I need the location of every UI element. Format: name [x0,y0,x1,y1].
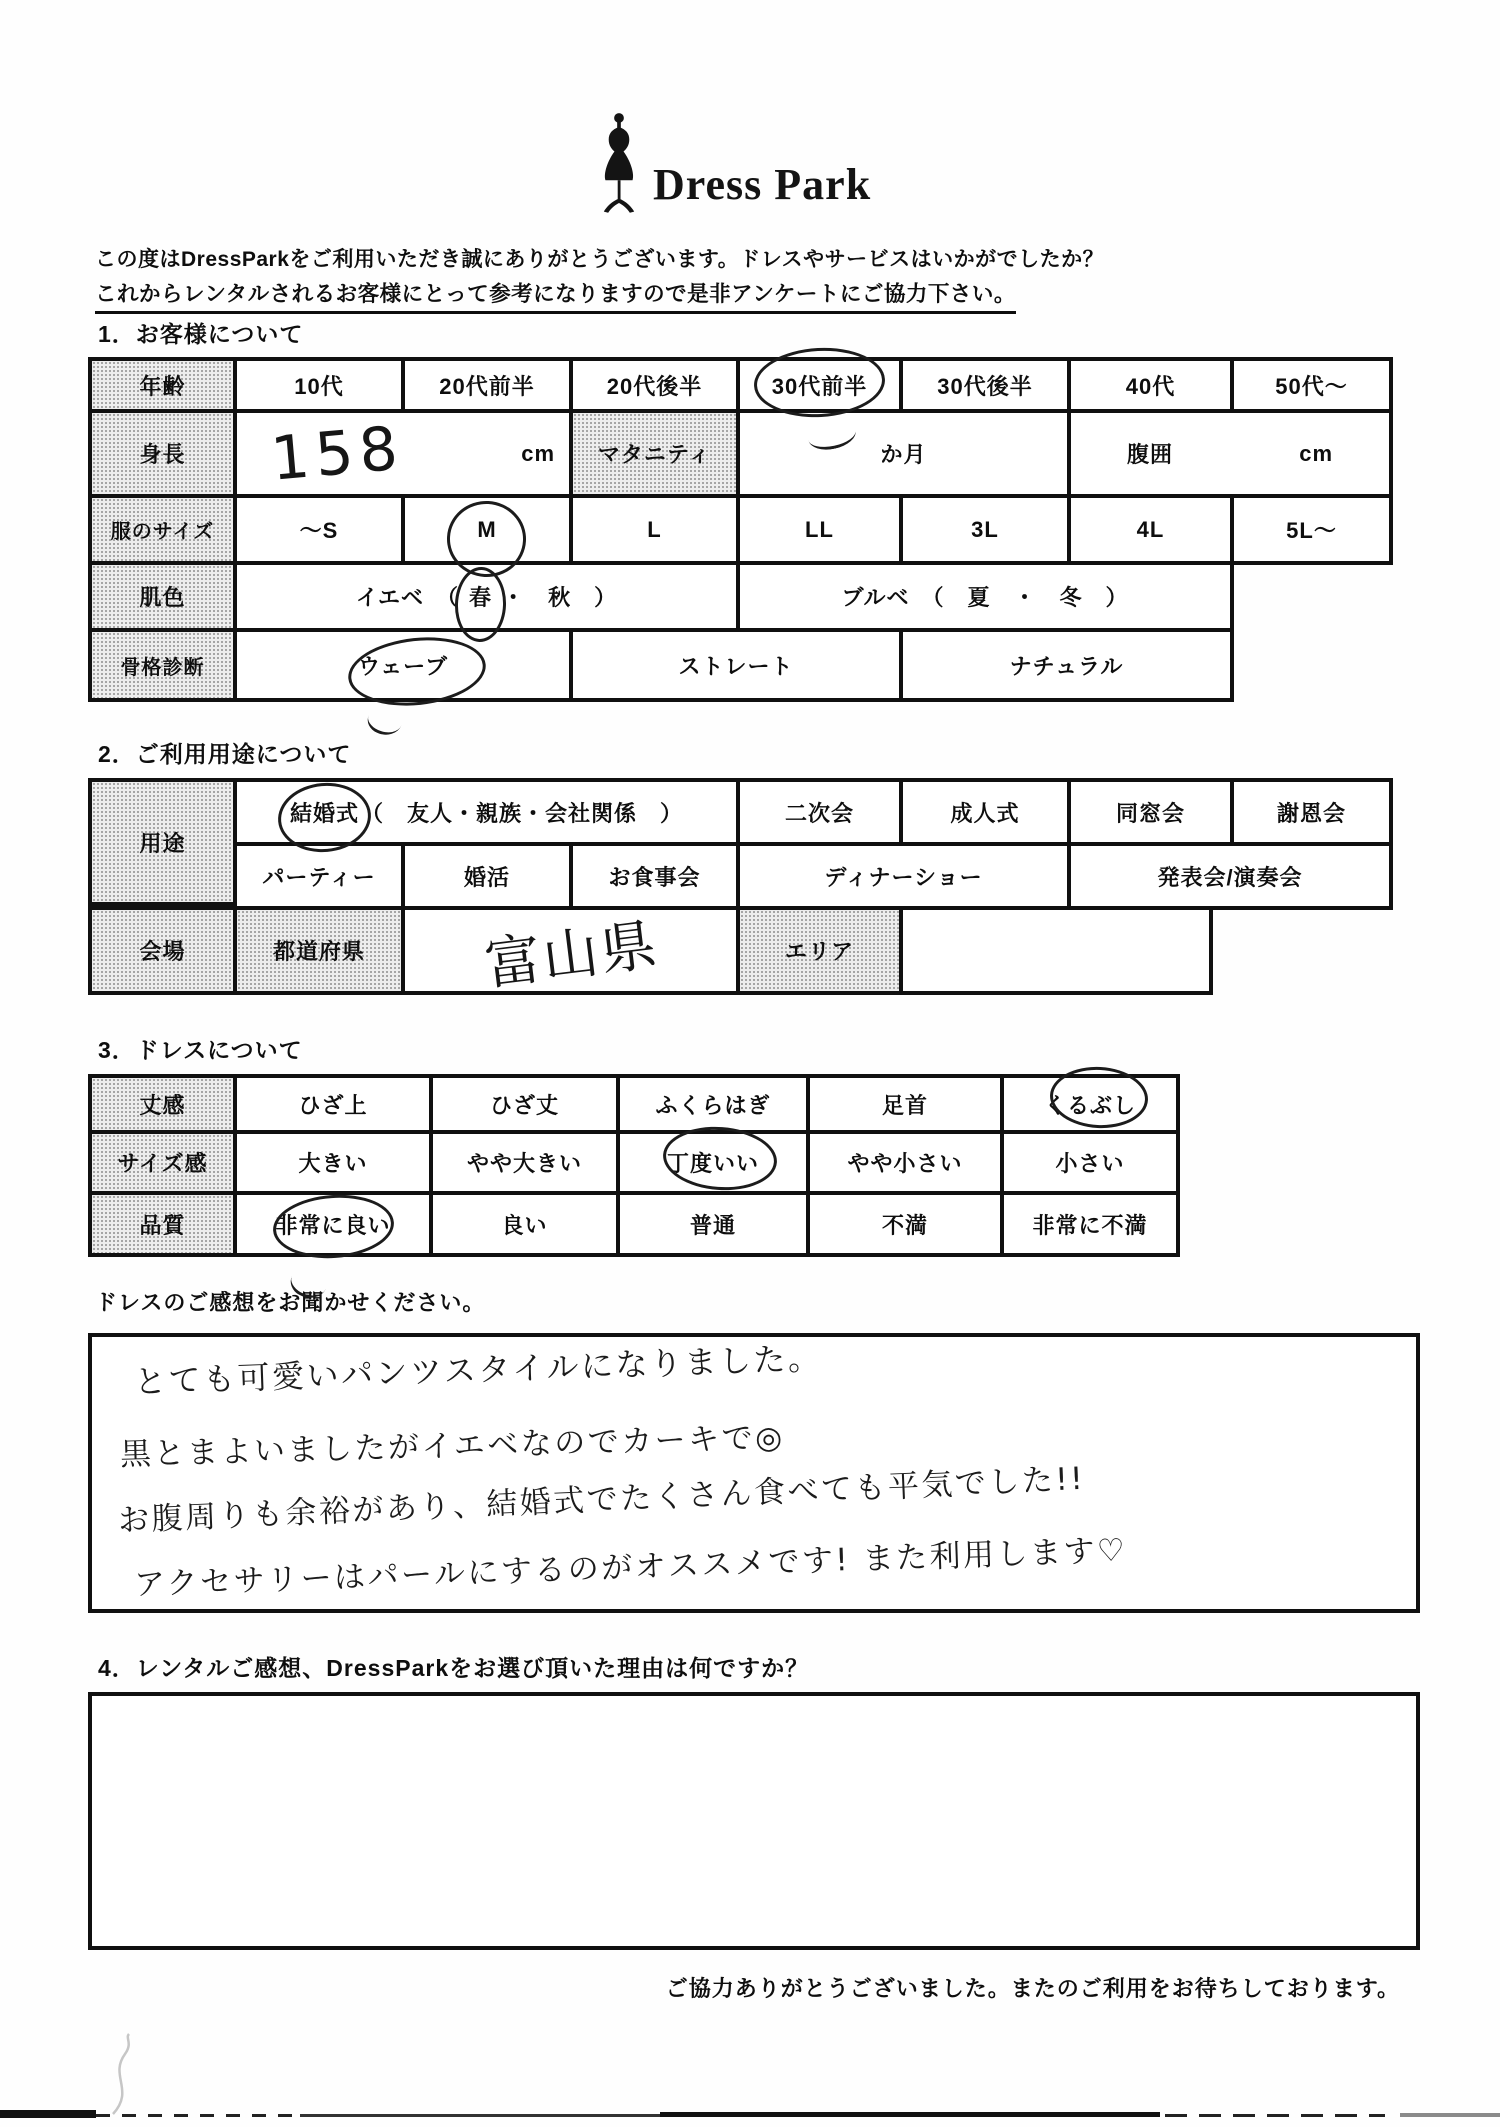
length-row [88,1074,1180,1134]
comments-box [88,1333,1420,1613]
size-option-m: M [401,494,573,565]
size-option-l: L [569,494,740,565]
age-option-10s: 10代 [233,357,405,413]
waist-cell [1067,409,1393,498]
intro-line2: これからレンタルされるお客様にとって参考になりますので是非アンケートにご協力下さい。 [95,277,1016,314]
footer-thanks: ご協力ありがとうございました。またのご利用をお待ちしております。 [665,1976,1400,2001]
venue-row [88,906,1393,998]
length-label-cell: 丈感 [88,1074,237,1134]
section2-title: 2．ご利用用途について [98,741,352,767]
age-option-late30s: 30代後半 [899,357,1071,413]
quality-option-good: 良い [429,1191,620,1257]
usage-label-cell: 用途 [88,778,237,906]
comment-line: お腹周りも余裕があり、結婚式でたくさん食べても平気でした!! [117,1460,1086,1539]
frame-option-straight: ストレート [569,628,903,702]
section3-title: 3．ドレスについて [98,1037,303,1063]
maternity-months-cell: か月 [736,409,1071,498]
age-option-early30s: 30代前半 [736,357,903,413]
dress-table [88,1074,1180,1257]
age-row [88,357,1393,413]
usage-option-dinnershow: ディナーショー [736,842,1071,910]
age-option-late20s: 20代後半 [569,357,740,413]
frame-option-natural: ナチュラル [899,628,1234,702]
usage-option-dousoukai: 同窓会 [1067,778,1234,846]
size-option-3l: 3L [899,494,1071,565]
usage-option-oshokujikai: お食事会 [569,842,740,910]
intro-line2-wrap [95,277,1016,314]
quality-option-normal: 普通 [616,1191,810,1257]
age-label-cell: 年齢 [88,357,237,413]
frame-option-wave: ウェーブ [233,628,573,702]
intro-line1: この度はDressParkをご利用いただき誠にありがとうございます。ドレスやサービスはいかがでしたか？ [95,248,1105,271]
rental-reason-box [88,1692,1420,1950]
comments-prompt: ドレスのご感想をお聞かせください。 [95,1290,486,1315]
usage-option-happyoukai: 発表会/演奏会 [1067,842,1393,910]
skin-option-blue: ブルベ （ 夏 ・ 冬 ） [736,561,1234,632]
usage-option-konkatsu: 婚活 [401,842,573,910]
waist-unit: cm [1299,440,1333,466]
scanline-artifact [660,2112,1160,2117]
usage-row1 [233,778,1393,846]
height-row [88,409,1393,498]
comment-line: 黒とまよいましたがイエベなのでカーキで◎ [119,1419,786,1473]
scan-squiggle-artifact [95,2032,185,2123]
usage-option-wedding: 結婚式 （ 友人・親族・会社関係 ） [233,778,740,846]
venue-label-cell: 会場 [88,906,237,995]
size-option-4l: 4L [1067,494,1234,565]
maternity-label-cell: マタニティ [569,409,740,498]
skin-row [88,561,1393,632]
quality-option-verybad: 非常に不満 [1000,1191,1180,1257]
comment-line: とても可愛いパンツスタイルになりました。 [133,1338,824,1401]
usage-option-party: パーティー [233,842,405,910]
age-option-40s: 40代 [1067,357,1234,413]
age-option-early20s: 20代前半 [401,357,573,413]
usage-option-nijikai: 二次会 [736,778,903,846]
usage-row2 [233,842,1393,910]
fit-row [88,1130,1180,1195]
logo [597,112,871,221]
size-row [88,494,1393,565]
height-unit: cm [521,440,555,466]
circle-tail [364,700,407,740]
frame-row [88,628,1393,702]
length-option-hizaue: ひざ上 [233,1074,433,1134]
fit-option-yayaookii: やや大きい [429,1130,620,1195]
skin-label-cell: 肌色 [88,561,237,632]
fit-option-yayachiisai: やや小さい [806,1130,1004,1195]
quality-row [88,1191,1180,1257]
logo-text: Dress Park [653,160,872,209]
scanline-artifact [1165,2114,1385,2117]
fit-option-ookii: 大きい [233,1130,433,1195]
height-label-cell: 身長 [88,409,237,498]
frame-label-cell: 骨格診断 [88,628,237,702]
age-option-50s: 50代～ [1230,357,1393,413]
quality-option-verygood: 非常に良い [233,1191,433,1257]
customer-table [88,357,1393,702]
comment-line: アクセサリーはパールにするのがオススメです! また利用します♡ [133,1532,1128,1603]
fit-label-cell: サイズ感 [88,1130,237,1195]
length-option-kurubushi: くるぶし [1000,1074,1180,1134]
quality-label-cell: 品質 [88,1191,237,1257]
prefecture-label-cell: 都道府県 [233,906,405,995]
section1-title: 1．お客様について [98,321,304,347]
scanline-artifact [1400,2113,1500,2117]
dress-form-icon [597,112,641,221]
area-label-cell: エリア [736,906,903,995]
prefecture-value-cell [401,906,740,998]
length-option-ashikubi: 足首 [806,1074,1004,1134]
scanline-artifact [0,2110,96,2118]
skin-option-yellow: イエベ （ 春 ・ 秋 ） [233,561,740,632]
height-value-cell [233,409,573,498]
area-value-cell [899,906,1213,995]
waist-label: 腹囲 [1127,442,1174,467]
size-option-5l: 5L～ [1230,494,1393,565]
height-handwritten-value: 158 [268,412,407,495]
quality-option-bad: 不満 [806,1191,1004,1257]
section4-title: 4．レンタルご感想、DressParkをお選び頂いた理由は何ですか？ [98,1655,810,1681]
size-option-ll: LL [736,494,903,565]
scanline-artifact [96,2114,296,2117]
usage-table [88,778,1393,998]
size-option-s: ～S [233,494,405,565]
fit-option-choudoii: 丁度いい [616,1130,810,1195]
scanline-artifact [300,2114,660,2117]
prefecture-handwritten-value: 富山県 [480,912,662,998]
length-option-fukurahagi: ふくらはぎ [616,1074,810,1134]
size-label-cell: 服のサイズ [88,494,237,565]
length-option-hizatake: ひざ丈 [429,1074,620,1134]
usage-option-seijinshiki: 成人式 [899,778,1071,846]
fit-option-chiisai: 小さい [1000,1130,1180,1195]
usage-option-shaonkai: 謝恩会 [1230,778,1393,846]
